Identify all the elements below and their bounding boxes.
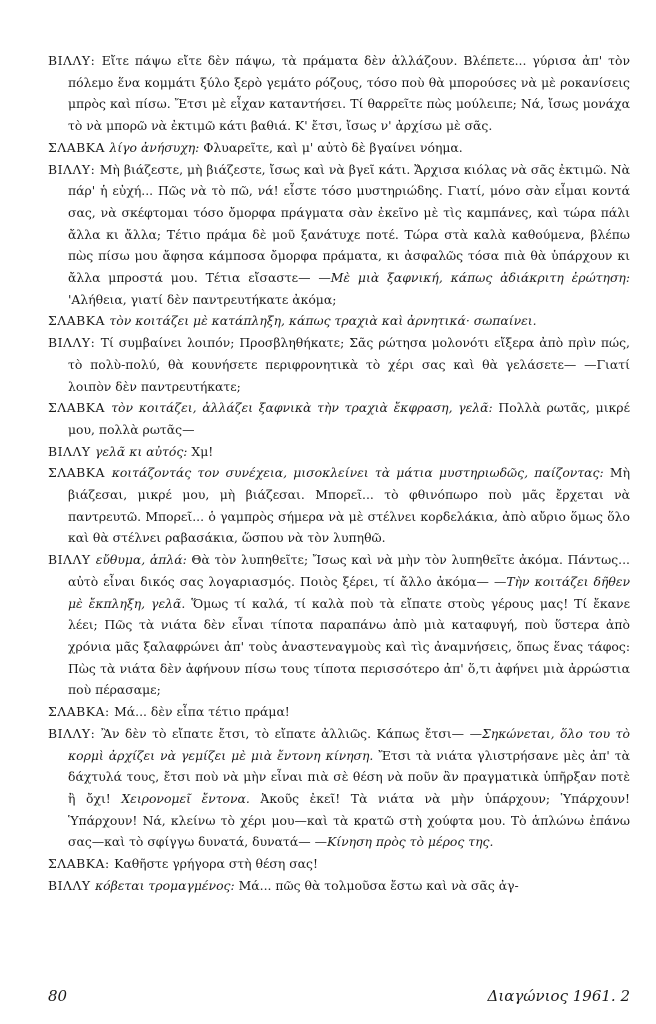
dialogue-text: Εἴτε πάψω εἴτε δὲν πάψω, τὰ πράματα δὲν ἀλλάζουν. Βλέπετε... γύρισα ἀπ' τὸν πόλεμο ἕνα κομμάτι ξύλο ξερὸ γεμάτο ρόζους, τόσο ποὺ θὰ μπορούσες νὰ μὲ ροκανίσεις μπρὸς καὶ πίσω. Ἔτσι μὲ εἶχαν καταντήσει. Τί θαρρεῖτε πὼς μούλειπε; Νά, ἴσως μονάχα τὸ νὰ μπορῶ νὰ ἐκτιμῶ κάτι βαθιά. Κ' ἔτσι, ἴσως ν' ἀρχίσω μὲ σᾶς. bbox=[68, 53, 630, 134]
dialogue-text: Ἂν δὲν τὸ εἴπατε ἔτσι, τὸ εἴπατε ἀλλιῶς. Κάπως ἔτσι— bbox=[101, 725, 470, 741]
stage-direction: κόβεται τρομαγμένος: bbox=[95, 877, 239, 893]
dialogue-text: Μὴ βιάζεστε, μὴ βιάζεστε, ἴσως καὶ νὰ βγεῖ κάτι. Ἄρχισα κιόλας νὰ σᾶς ἐκτιμῶ. Νὰ πάρ' ἡ εὐχή... Πῶς νὰ τὸ πῶ, νά! εἶστε τόσο μυστηριώδης. Γιατί, μόνο σὰν εἶμαι κοντά σας, νὰ σκέφτομαι τόσο ὄμορφα πράγματα σὰν ἐκεῖνο μὲ τὶς καμπάνες, καὶ τώρα πάλι ἄλλα κι ἄλλα; Τέτιο πράμα δὲ μοῦ ξανάτυχε ποτέ. Τώρα στὰ καλὰ καθούμενα, βλέπω πὼς πίσω μου ἄφησα κάμποσα ὄμορφα πράματα, κι ἀσφαλῶς τόσα πιὰ θὰ ὑπάρχουν κι ἄλλα μπροστά μου. Τέτια εἴσαστε— bbox=[68, 161, 630, 286]
dialogue-paragraph bbox=[48, 441, 630, 463]
dialogue-paragraph bbox=[48, 137, 630, 159]
speaker-name: ΒΙΛΛΥ bbox=[48, 443, 96, 459]
speaker-name: ΒΙΛΛΥ: bbox=[48, 335, 101, 351]
speaker-name: ΣΛΑΒΚΑ bbox=[48, 400, 112, 416]
dialogue-paragraph bbox=[48, 397, 630, 440]
dialogue-text: Μά... πῶς θὰ τολμοῦσα ἔστω καὶ νὰ σᾶς ἀγ- bbox=[238, 877, 519, 893]
stage-direction: —Κίνηση πρὸς τὸ μέρος της. bbox=[314, 834, 494, 850]
dialogue-text: Θὰ τὸν λυπηθεῖτε; Ἴσως καὶ νὰ μὴν τὸν λυπηθεῖτε ἀκόμα. Πάντως... αὐτὸ εἶναι δικός σας λογαριασμός. Ποιὸς ξέρει, τί ἄλλο ἀκόμα— bbox=[68, 552, 630, 589]
dialogue-paragraph bbox=[48, 159, 630, 311]
stage-direction: τὸν κοιτάζει μὲ κατάπληξη, κάπως τραχιὰ καὶ ἀρνητικά· σωπαίνει. bbox=[109, 313, 537, 329]
dialogue-paragraph bbox=[48, 310, 630, 332]
dialogue-text: 'Αλήθεια, γιατί δὲν παντρευτήκατε ἀκόμα; bbox=[68, 291, 337, 307]
dialogue-paragraph bbox=[48, 332, 630, 397]
dialogue-text: Πολλὰ ρωτᾶς, μικρέ μου, πολλὰ ρωτᾶς— bbox=[68, 400, 630, 437]
speaker-name: ΣΛΑΒΚΑ bbox=[48, 313, 110, 329]
dialogue-text: Φλυαρεῖτε, καὶ μ' αὐτὸ δὲ βγαίνει νόημα. bbox=[203, 139, 463, 155]
stage-direction: εὔθυμα, ἁπλά: bbox=[95, 552, 192, 568]
speaker-name: ΒΙΛΛΥ bbox=[48, 877, 96, 893]
dialogue-paragraph bbox=[48, 462, 630, 549]
dialogue-paragraph bbox=[48, 875, 630, 897]
dialogue-text: Μὴ βιάζεσαι, μικρέ μου, μὴ βιάζεσαι. Μπορεῖ... τὸ φθινόπωρο ποὺ μᾶς ἔρχεται νὰ παντρευτῶ. Μπορεῖ... ὁ γαμπρὸς σήμερα νὰ μὲ στέλνει κορδελάκια, ἀπὸ αὔριο ὅμως ὅλο καὶ θὰ στέλνει ραβασάκια, ὥσπου νὰ τὸν λυπηθῶ. bbox=[68, 465, 631, 546]
stage-direction: —Σηκώνεται, ὅλο του τὸ κορμὶ ἀρχίζει νὰ γεμίζει μὲ μιὰ ἔντονη κίνηση. bbox=[68, 725, 630, 763]
stage-direction: Χειρονομεῖ ἔντονα. bbox=[121, 790, 261, 806]
dialogue-paragraph bbox=[48, 549, 630, 701]
speaker-name: ΣΛΑΒΚΑ: bbox=[48, 704, 115, 720]
dialogue-text: Χμ! bbox=[191, 443, 214, 459]
dialogue-text: Καθῆστε γρήγορα στὴ θέση σας! bbox=[114, 856, 318, 872]
speaker-name: ΒΙΛΛΥ: bbox=[48, 725, 102, 741]
speaker-name: ΣΛΑΒΚΑ: bbox=[48, 856, 115, 872]
stage-direction: λίγο ἀνήσυχη: bbox=[109, 139, 204, 155]
stage-direction: —Τὴν κοιτάζει δῆθεν μὲ ἔκπληξη, γελᾶ. bbox=[68, 573, 631, 611]
dialogue-paragraph bbox=[48, 50, 630, 137]
dialogue-text: Ὅμως τί καλά, τί καλὰ ποὺ τὰ εἴπατε στοὺς γέρους μας! Τί ἔκανε λέει; Πῶς τὰ νιάτα δὲν εἶναι τίποτα παραπάνω ἀπὸ μιὰ καταφυγή, ποὺ ὕστερα ἀπὸ χρόνια μᾶς ξαλαφρώνει ἀπ' τοὺς ἀναστεναγμοὺς καὶ τὶς ἀναμνήσεις, ὅπως ἕνας τάφος: Πὼς τὰ νιάτα δὲν ἀφήνουν πίσω τους τίποτα περισσότερο ἀπ' ὅ,τι ἀφήνει μιὰ ἀρρώστια ποὺ πέρασαμε; bbox=[68, 595, 630, 698]
speaker-name: ΣΛΑΒΚΑ bbox=[48, 465, 112, 481]
speaker-name: ΣΛΑΒΚΑ bbox=[48, 139, 110, 155]
stage-direction: —Μὲ μιὰ ξαφνική, κάπως ἀδιάκριτη ἐρώτηση: bbox=[318, 270, 631, 286]
page-number: 80 bbox=[48, 987, 68, 1005]
stage-direction: κοιτάζοντάς τον συνέχεια, μισοκλείνει τὰ μάτια μυστηριωδῶς, παίζοντας: bbox=[111, 465, 610, 481]
dialogue-text: Τί συμβαίνει λοιπόν; Προσβληθήκατε; Σᾶς ρώτησα μολονότι εἴξερα ἀπὸ πρὶν πώς, τὸ πολὺ-πολύ, θὰ κουνήσετε περιφρονητικὰ τὸ χέρι σας καὶ θὰ γελάσετε— —Γιατί λοιπὸν δὲν παντρευτήκατε; bbox=[68, 335, 630, 394]
dialogue-text: Ἀκοῦς ἐκεῖ! Τὰ νιάτα νὰ μὴν ὑπάρχουν; Ὑπάρχουν! Ὑπάρχουν! Νά, κλείνω τὸ χέρι μου—καὶ τὰ κρατῶ στὴ χούφτα μου. Τὸ ἁπλώνω ἐπάνω σας—καὶ τὸ σφίγγω δυνατά, δυνατά— bbox=[68, 790, 630, 850]
dialogue-text: Μά... δὲν εἶπα τέτιο πράμα! bbox=[114, 704, 290, 720]
speaker-name: ΒΙΛΛΥ: bbox=[48, 161, 100, 177]
dialogue-paragraph bbox=[48, 701, 630, 723]
dialogue-paragraph bbox=[48, 723, 630, 853]
journal-issue: Διαγώνιος 1961. 2 bbox=[487, 987, 630, 1005]
speaker-name: ΒΙΛΛΥ bbox=[48, 552, 96, 568]
dialogue-paragraph bbox=[48, 853, 630, 875]
stage-direction: τὸν κοιτάζει, ἀλλάζει ξαφνικὰ τὴν τραχιὰ ἔκφραση, γελᾶ: bbox=[111, 400, 499, 416]
dialogue-text: Ἔτσι τὰ νιάτα γλιστρήσανε μὲς ἀπ' τὰ δάχτυλά τους, ἔτσι ποὺ νὰ μὴν εἶναι πιὰ σὲ θέση νὰ ποῦν ἂν πραγματικὰ ὑπῆρξαν ποτὲ ἢ ὄχι! bbox=[68, 747, 630, 806]
speaker-name: ΒΙΛΛΥ: bbox=[48, 53, 102, 68]
play-text bbox=[48, 50, 630, 896]
stage-direction: γελᾶ κι αὐτός: bbox=[95, 443, 192, 459]
